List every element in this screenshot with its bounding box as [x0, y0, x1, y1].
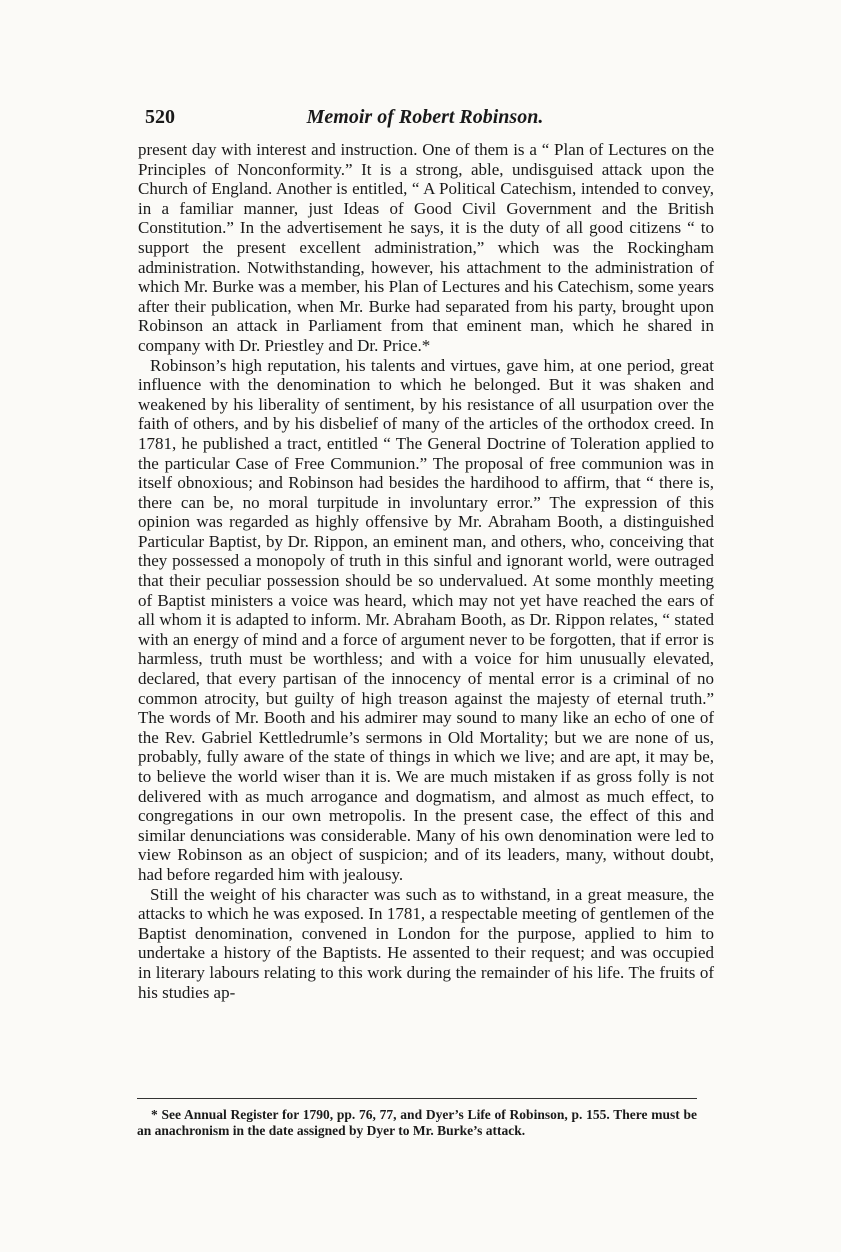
page-header: [145, 106, 705, 132]
footnote: [137, 1107, 697, 1139]
running-head: Memoir of Robert Robinson.: [306, 106, 544, 128]
body-text: [138, 140, 714, 1002]
footnote-rule: [137, 1098, 697, 1099]
page-number: 520: [145, 106, 175, 128]
paragraph: Still the weight of his character was such as to withstand, in a great measure, the attacks to which he was exposed. In 1781, a respectable meeting of gentlemen of the Baptist denomination, convened in London for the purpose, applied to him to undertake a history of the Baptists. He assented to their request; and was occupied in literary labours relating to this work during the remainder of his life. The fruits of his studies ap-: [138, 884, 714, 1002]
paragraph: Robinson’s high reputation, his talents and virtues, gave him, at one period, great influence with the denomination to which he belonged. But it was shaken and weakened by his liberality of sentiment, by his resistance of all usurpation over the faith of others, and by his disbelief of many of the articles of the orthodox creed. In 1781, he published a tract, entitled “ The General Doctrine of Toleration applied to the particular Case of Free Communion.” The proposal of free communion was in itself obnoxious; and Robinson had besides the hardihood to affirm, that “ there is, there can be, no moral turpitude in involuntary error.” The expression of this opinion was regarded as highly offensive by Mr. Abraham Booth, a distinguished Particular Baptist, by Dr. Rippon, an eminent man, and others, who, conceiving that they possessed a monopoly of truth in this sinful and ignorant world, were outraged that their peculiar possession should be so undervalued. At some monthly meeting of Baptist ministers a voice was heard, which may not yet have reached the ears of all whom it is adapted to inform. Mr. Abraham Booth, as Dr. Rippon relates, “ stated with an energy of mind and a force of argument never to be forgotten, that if error is harmless, truth must be worthless; and with a voice for him unusually elevated, declared, that every partisan of the innocency of mental error is a criminal of no common atrocity, but guilty of high treason against the majesty of eternal truth.” The words of Mr. Booth and his admirer may sound to many like an echo of one of the Rev. Gabriel Kettledrumle’s sermons in Old Mortality; but we are none of us, probably, fully aware of the state of things in which we live; and are apt, it may be, to believe the world wiser than it is. We are much mistaken if as gross folly is not delivered with as much arrogance and dogmatism, and almost as much effect, to congregations in our own metropolis. In the present case, the effect of this and similar denunciations was considerable. Many of his own denomination were led to view Robinson as an object of suspicion; and of its leaders, many, without doubt, had before regarded him with jealousy.: [138, 355, 714, 884]
footnote-text: * See Annual Register for 1790, pp. 76, 77, and Dyer’s Life of Robinson, p. 155. There must be an anachronism in the date assigned by Dyer to Mr. Burke’s attack.: [137, 1107, 697, 1138]
paragraph: present day with interest and instruction. One of them is a “ Plan of Lectures on the Principles of Nonconformity.” It is a strong, able, undisguised attack upon the Church of England. Another is entitled, “ A Political Catechism, intended to convey, in a familiar manner, just Ideas of Good Civil Government and the British Constitution.” In the advertisement he says, it is the duty of all good citizens “ to support the present excellent administration,” which was the Rockingham administration. Notwithstanding, however, his attachment to the administration of which Mr. Burke was a member, his Plan of Lectures and his Catechism, some years after their publication, when Mr. Burke had separated from his party, brought upon Robinson an attack in Parliament from that eminent man, which he shared in company with Dr. Priestley and Dr. Price.*: [138, 140, 714, 355]
